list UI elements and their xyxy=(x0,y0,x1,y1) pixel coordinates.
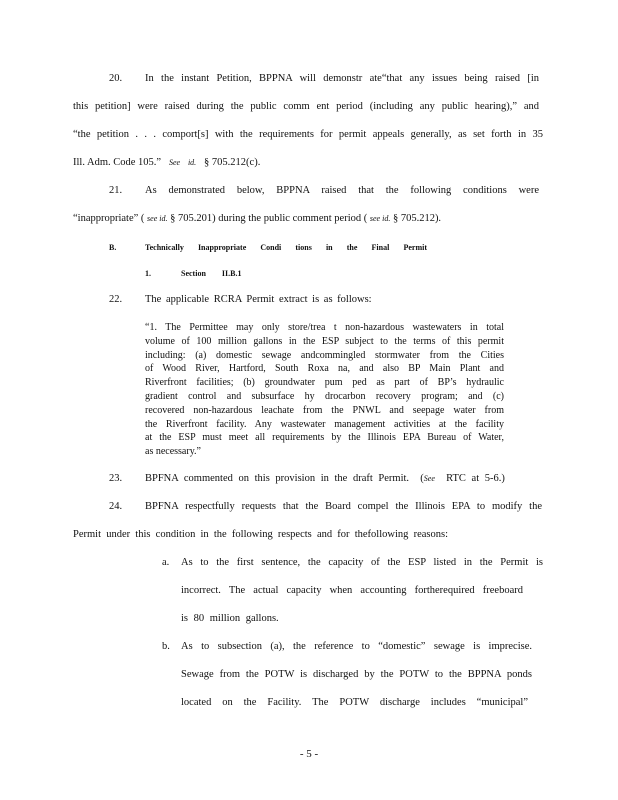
item-b-label: b. xyxy=(162,641,170,652)
para21-see-id-1: see id. xyxy=(147,214,168,223)
para21-line2-a: “inappropriate” ( xyxy=(73,213,145,224)
item-a-line3: is 80 million gallons. xyxy=(181,613,279,624)
para22-text: The applicable RCRA Permit extract is as follows: xyxy=(145,294,372,305)
para23-see: See xyxy=(423,474,435,483)
para21-line2 xyxy=(73,213,441,224)
item-b-line1: As to subsection (a), the reference to “domestic” sewage is imprecise. xyxy=(181,641,532,652)
para20-line3: “the petition . . . comport[s] with the requirements for permit appeals generally, as set forth in 35 xyxy=(73,129,543,140)
para20-line4 xyxy=(73,157,260,168)
subsection-1-number: 1. xyxy=(145,269,151,278)
quote-line: recovered non-hazardous leachate from the PNWL and seepage water from xyxy=(145,404,504,416)
item-a-label: a. xyxy=(162,557,170,568)
para20-section-ref: § 705.212(c). xyxy=(204,157,261,168)
para23-cite-open: ( xyxy=(420,473,424,484)
para24-line2: Permit under this condition in the following respects and for thefollowing reasons: xyxy=(73,529,448,540)
para21-number: 21. xyxy=(109,185,123,196)
permit-extract-quote xyxy=(145,321,504,459)
quote-line: gradient control and subsurface hy drocarbon recovery program; and (c) xyxy=(145,390,504,402)
item-b-line3: located on the Facility. The POTW discharge includes “municipal” xyxy=(181,697,528,708)
section-b-letter: B. xyxy=(109,243,117,252)
para20-line1: In the instant Petition, BPPNA will demonstr ate“that any issues being raised [in xyxy=(145,73,539,84)
para23-number: 23. xyxy=(109,473,123,484)
quote-line: Riverfront facilities; (b) groundwater pum ped as part of BP’s hydraulic xyxy=(145,377,504,389)
page-number: - 5 - xyxy=(299,748,319,760)
para20-id: id. xyxy=(187,158,197,167)
para20-number: 20. xyxy=(109,73,123,84)
quote-line: including: (a) domestic sewage andcommingled stormwater from the Cities xyxy=(145,349,504,361)
item-a-line1: As to the first sentence, the capacity of the ESP listed in the Permit is xyxy=(181,557,543,568)
para21-line1: As demonstrated below, BPPNA raised that the following conditions were xyxy=(145,185,539,196)
para24-number: 24. xyxy=(109,501,123,512)
para23-line xyxy=(145,473,505,484)
para20-line4-text: Ill. Adm. Code 105.” xyxy=(73,157,162,168)
section-b-title: Technically Inappropriate Condi tions in the Final Permit xyxy=(145,243,427,252)
para21-see-id-2: see id. xyxy=(369,214,391,223)
para24-line1: BPFNA respectfully requests that the Board compel the Illinois EPA to modify the xyxy=(145,501,542,512)
quote-line: as necessary.” xyxy=(145,446,201,458)
quote-line: “1. The Permittee may only store/trea t non-hazardous wastewaters in total xyxy=(145,322,504,333)
quote-line: at the ESP must meet all requirements by the Illinois EPA Bureau of Water, xyxy=(145,432,504,444)
item-a-line2: incorrect. The actual capacity when accounting fortherequired freeboard xyxy=(181,585,523,596)
quote-line: of Wood River, Hartford, South Roxa na, and also BP Main Plant and xyxy=(145,363,504,375)
para21-line2-c: § 705.212). xyxy=(392,213,442,224)
para20-see: See xyxy=(168,158,181,167)
quote-line: the Riverfront facility. Any wastewater management activities at the facility xyxy=(145,418,504,430)
quote-line: volume of 100 million gallons in the ESP subject to the terms of this permit xyxy=(145,335,504,347)
item-b-line2: Sewage from the POTW is discharged by the POTW to the BPPNA ponds xyxy=(181,669,532,680)
para22-number: 22. xyxy=(109,294,123,305)
para21-line2-b: § 705.201) during the public comment period ( xyxy=(170,213,368,224)
subsection-1-title: Section II.B.1 xyxy=(181,269,242,278)
para23-text: BPFNA commented on this provision in the draft Permit. xyxy=(145,473,410,484)
para23-cite: RTC at 5-6.) xyxy=(446,473,505,484)
para20-line2: this petition] were raised during the public comm ent period (including any public hearing),” and xyxy=(73,101,539,112)
